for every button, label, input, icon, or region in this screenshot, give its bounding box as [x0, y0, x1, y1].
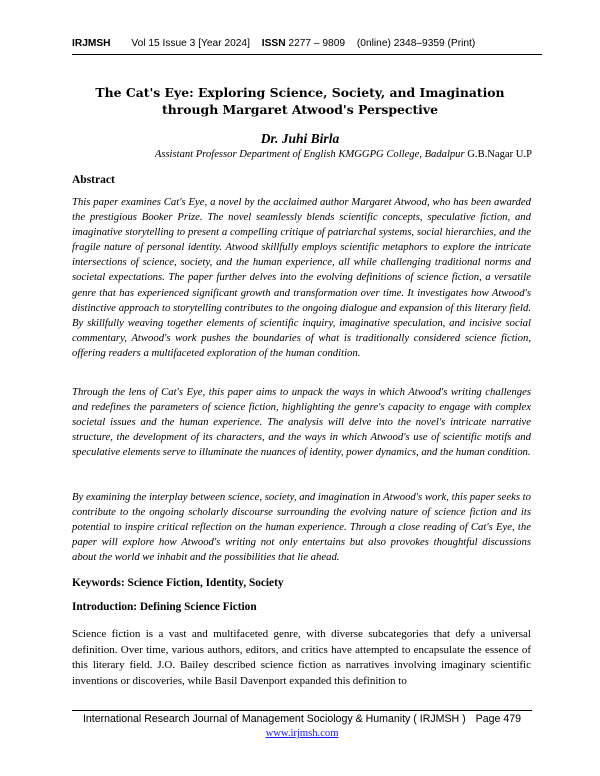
- volume-year: [Year 2024]: [198, 38, 250, 49]
- running-header: [72, 38, 542, 55]
- author-name: Dr. Juhi Birla: [260, 131, 340, 146]
- journal-url-link[interactable]: www.irjmsh.com: [265, 728, 339, 739]
- introduction-heading: Introduction: Defining Science Fiction: [72, 601, 257, 613]
- running-footer: [72, 713, 532, 725]
- affiliation-location: G.B.Nagar U.P: [467, 149, 532, 160]
- abstract-paragraph-1: This paper examines Cat's Eye, a novel by the acclaimed author Margaret Atwood, who has been awarded the prestigious Booker Prize. The novel seamlessly blends scientific concepts, speculative fiction, and imaginative storytelling to present a compelling critique of patriarchal systems, social hierarchies, and the fragile nature of personal identity. Atwood skillfully employs scientific metaphors to explore the intricate intersections of science, society, and the human experience, all while challenging traditional norms and societal expectations. The paper further delves into the evolving definitions of science fiction, a versatile genre that has experienced significant growth and transformation over time. It investigates how Atwood's distinctive approach to storytelling contributes to the ongoing dialogue and expansion of this literary field. By skillfully weaving together elements of scientific inquiry, imaginative speculation, and incisive social commentary, Atwood's work pushes the boundaries of what is traditionally considered science fiction, offering readers a multifaceted exploration of the human condition.: [72, 196, 531, 359]
- affiliation-department: Assistant Professor Department of English KMGGPG College, Badalpur: [154, 149, 468, 160]
- abstract-paragraph-2: Through the lens of Cat's Eye, this paper aims to unpack the ways in which Atwood's writing challenges and redefines the parameters of science fiction, highlighting the genre's capacity to engage with complex societal issues and the human experience. The analysis will delve into the novel's intricate narrative structure, the development of its characters, and the ways in which Atwood's use of scientific motifs and speculative elements serve to illuminate the nuances of identity, power dynamics, and the human condition.: [72, 386, 531, 459]
- footer-rule: [72, 710, 532, 711]
- journal-abbrev: IRJMSH: [72, 38, 111, 49]
- author-affiliation: [72, 149, 532, 160]
- volume-issue: Vol 15 Issue 3: [131, 38, 196, 49]
- abstract-paragraph-3: By examining the interplay between science, society, and imagination in Atwood's work, this paper seeks to contribute to the ongoing scholarly discourse surrounding the evolving nature of science fiction and its potential to inspire critical reflection on the human experience. Through a close reading of Cat's Eye, the paper will explore how Atwood's writing not only entertains but also provokes thoughtful discussions about the world we inhabit and the possibilities that lie ahead.: [72, 491, 531, 564]
- issn-print: 2277 – 9809: [288, 38, 346, 49]
- issn-online: (0nline) 2348–9359 (Print): [356, 38, 476, 49]
- paper-title: The Cat's Eye: Exploring Science, Society, and Imagination through Margaret Atwood's Perspective: [95, 85, 505, 117]
- footer-journal-name: International Research Journal of Management Sociology & Humanity ( IRJMSH ): [82, 713, 466, 725]
- issn-label: ISSN: [261, 38, 286, 49]
- page-number: Page 479: [475, 713, 522, 725]
- keywords: Keywords: Science Fiction, Identity, Society: [72, 577, 284, 589]
- abstract-heading: Abstract: [72, 174, 115, 186]
- introduction-paragraph: Science fiction is a vast and multifaceted genre, with diverse subcategories that defy a universal definition. Over time, various authors, editors, and critics have attempted to encapsulate the essence of this literary field. J.O. Bailey described science fiction as narratives involving imaginary scientific inventions or discoveries, while Basil Davenport expanded this definition to: [72, 628, 531, 687]
